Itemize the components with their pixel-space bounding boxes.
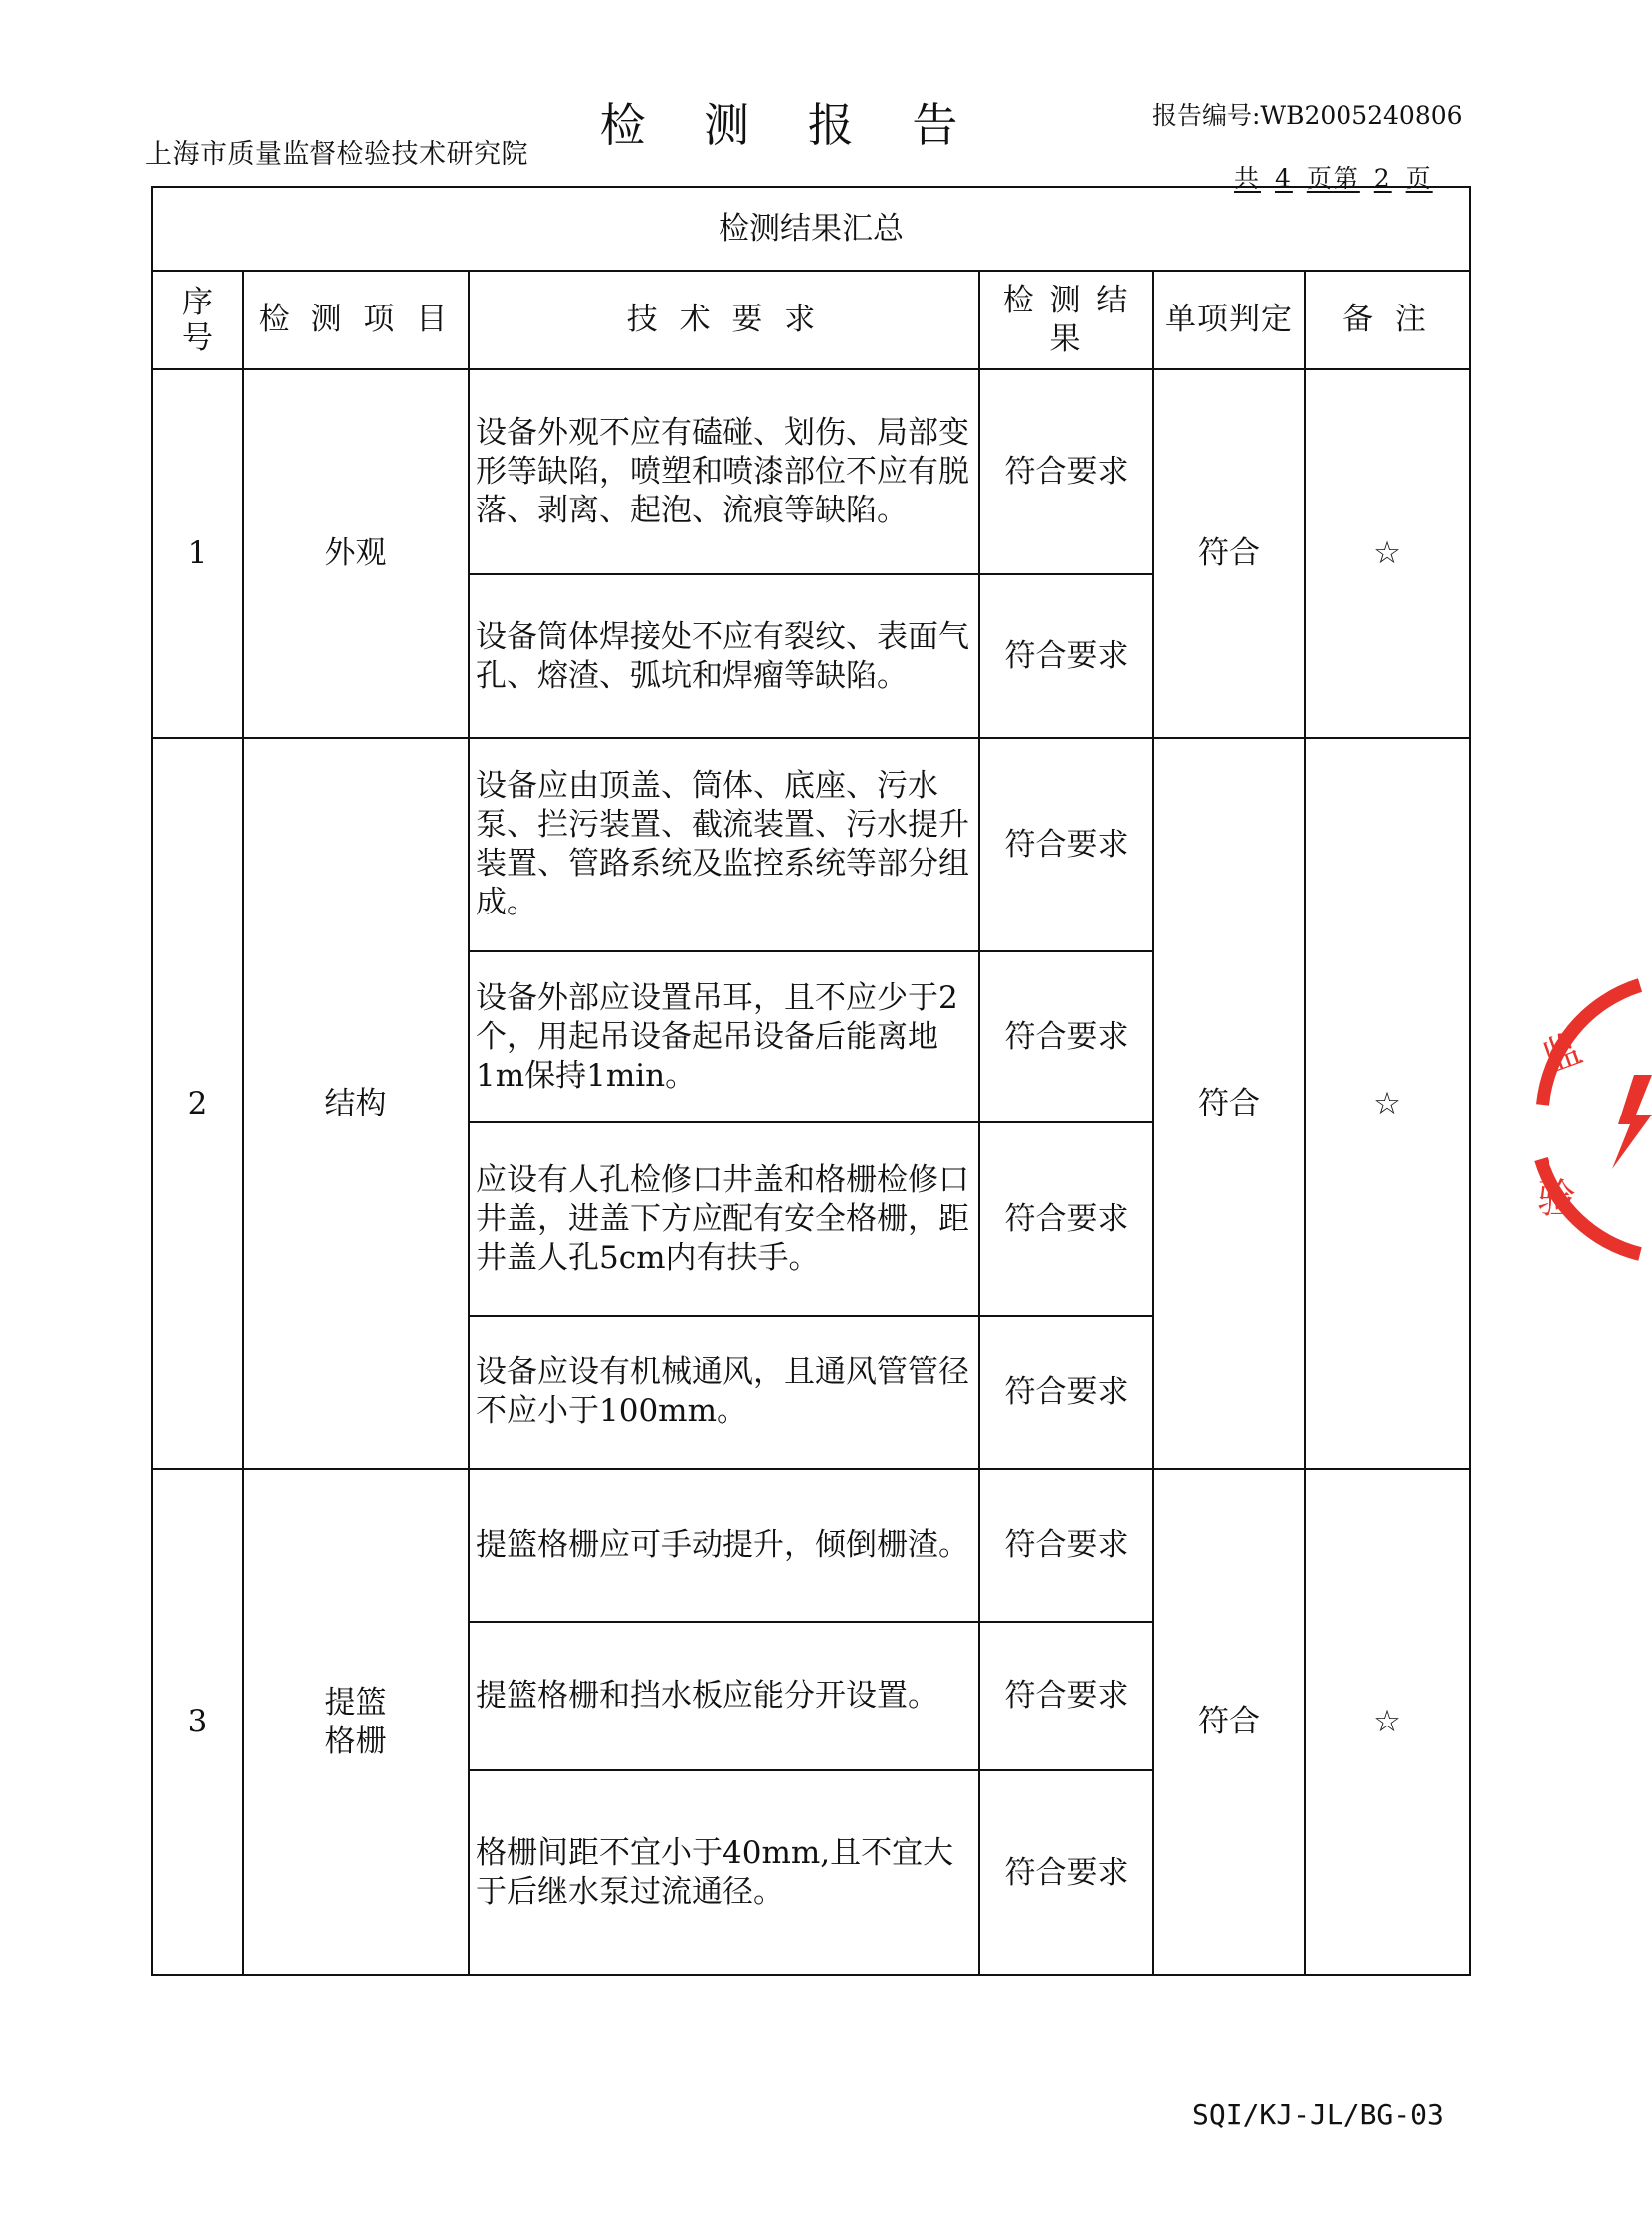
col-header-item: 检 测 项 目	[243, 271, 469, 369]
table-row	[152, 738, 1470, 951]
group-item-line: 提篮	[324, 1684, 387, 1721]
seal-char: 监	[1535, 1025, 1589, 1083]
result-cell: 符合要求	[979, 369, 1153, 574]
judgement-cell: 符合	[1153, 738, 1305, 1469]
result-cell: 符合要求	[979, 738, 1153, 951]
remark-star-icon: ☆	[1305, 1469, 1470, 1975]
requirement-cell: 设备外观不应有磕碰、划伤、局部变形等缺陷，喷塑和喷漆部位不应有脱落、剥离、起泡、流痕等缺陷。	[469, 369, 979, 574]
requirement-cell: 格栅间距不宜小于40mm,且不宜大于后继水泵过流通径。	[469, 1770, 979, 1975]
seal-char: 验	[1537, 1176, 1576, 1222]
result-cell: 符合要求	[979, 951, 1153, 1122]
red-seal-stamp	[1523, 975, 1652, 1264]
result-cell: 符合要求	[979, 1622, 1153, 1770]
result-cell: 符合要求	[979, 574, 1153, 738]
page-current: 2	[1373, 164, 1392, 193]
result-cell: 符合要求	[979, 1122, 1153, 1316]
judgement-cell: 符合	[1153, 1469, 1305, 1975]
requirement-cell: 提篮格栅和挡水板应能分开设置。	[469, 1622, 979, 1770]
group-item-line: 格栅	[324, 1723, 387, 1759]
remark-star-icon: ☆	[1305, 369, 1470, 738]
header-row	[152, 271, 1470, 369]
col-header-judgement: 单项判定	[1153, 271, 1305, 369]
requirement-cell: 应设有人孔检修口井盖和格栅检修口井盖，进盖下方应配有安全格栅，距井盖人孔5cm内有扶手。	[469, 1122, 979, 1316]
col-header-requirement: 技 术 要 求	[469, 271, 979, 369]
report-number: 报告编号:WB2005240806	[1152, 102, 1463, 130]
result-cell: 符合要求	[979, 1469, 1153, 1622]
col-header-seq-line2: 号	[182, 319, 213, 356]
result-cell: 符合要求	[979, 1316, 1153, 1469]
requirement-cell: 设备筒体焊接处不应有裂纹、表面气孔、熔渣、弧坑和焊瘤等缺陷。	[469, 574, 979, 738]
group-item-line: 外观	[324, 535, 387, 571]
seal-star-icon	[1612, 1075, 1652, 1169]
page-mid-label: 页第	[1306, 164, 1360, 193]
table-row	[152, 369, 1470, 574]
page-total: 4	[1274, 164, 1293, 193]
group-seq: 2	[152, 738, 243, 1469]
requirement-cell: 设备外部应设置吊耳，且不应少于2 个，用起吊设备起吊设备后能离地1m保持1min。	[469, 951, 979, 1122]
page-total-label: 共	[1234, 164, 1262, 193]
group-item	[243, 369, 469, 738]
group-seq: 3	[152, 1469, 243, 1975]
report-title: 检 测 报 告	[599, 99, 980, 152]
col-header-seq	[152, 271, 243, 369]
result-cell: 符合要求	[979, 1770, 1153, 1975]
summary-title: 检测结果汇总	[152, 187, 1470, 271]
requirement-cell: 设备应由顶盖、筒体、底座、污水泵、拦污装置、截流装置、污水提升装置、管路系统及监控系统等部分组成。	[469, 738, 979, 951]
requirement-cell: 提篮格栅应可手动提升，倾倒栅渣。	[469, 1469, 979, 1622]
group-item-line: 结构	[324, 1085, 387, 1121]
col-header-result: 检 测 结 果	[979, 271, 1153, 369]
results-summary-table	[151, 186, 1471, 1976]
organization-name: 上海市质量监督检验技术研究院	[145, 139, 528, 170]
group-item	[243, 738, 469, 1469]
requirement-cell: 设备应设有机械通风，且通风管管径不应小于100mm。	[469, 1316, 979, 1469]
page-end-label: 页	[1405, 164, 1433, 193]
judgement-cell: 符合	[1153, 369, 1305, 738]
group-item	[243, 1469, 469, 1975]
summary-title-row	[152, 187, 1470, 271]
col-header-remark: 备 注	[1305, 271, 1470, 369]
remark-star-icon: ☆	[1305, 738, 1470, 1469]
table-row	[152, 1469, 1470, 1622]
group-seq: 1	[152, 369, 243, 738]
form-code: SQI/KJ-JL/BG-03	[1192, 2098, 1444, 2131]
col-header-seq-line1: 序	[182, 284, 213, 320]
